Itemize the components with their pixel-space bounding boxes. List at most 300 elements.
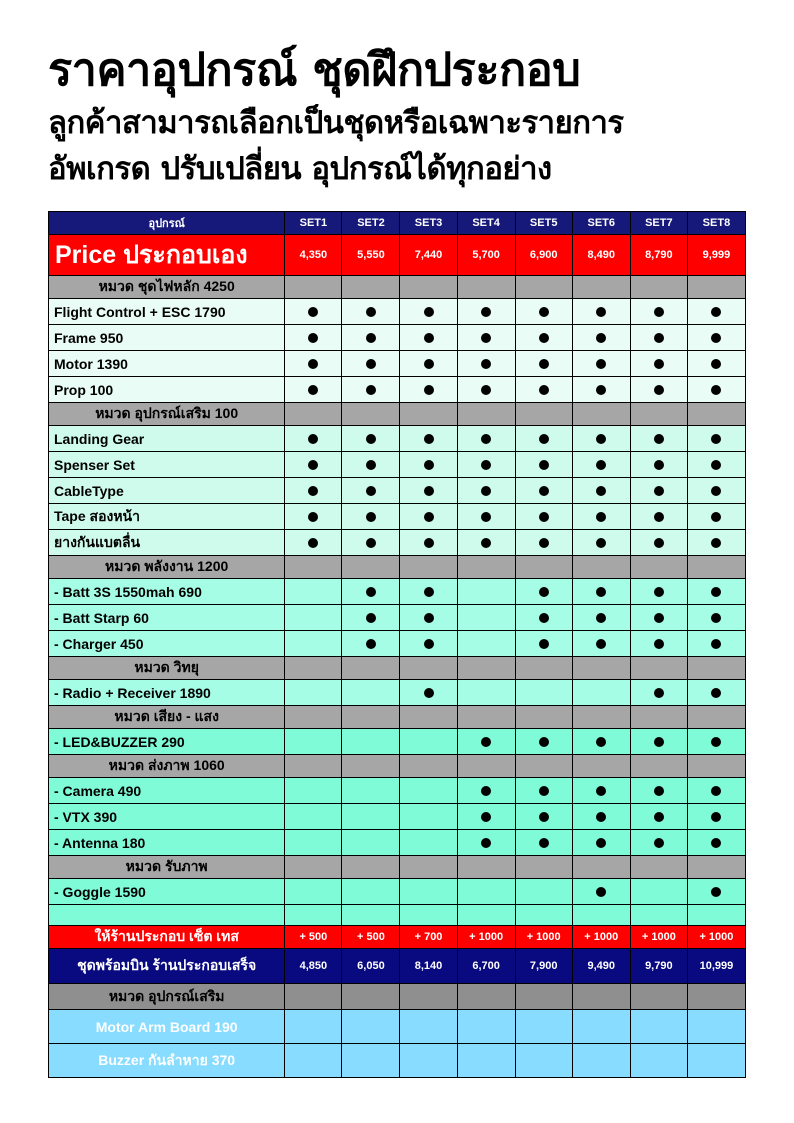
optional-item-cell <box>457 1010 515 1044</box>
optional-item-label: Buzzer กันลำหาย 370 <box>49 1044 285 1078</box>
category-empty-cell <box>342 556 400 579</box>
included-dot <box>539 838 549 848</box>
item-set-cell <box>572 426 630 452</box>
ready-to-fly-label: ชุดพร้อมบิน ร้านประกอบเสร็จ <box>49 949 285 984</box>
item-set-cell <box>687 729 745 755</box>
item-set-cell <box>400 804 457 830</box>
item-set-cell <box>457 504 515 530</box>
category-empty-cell <box>630 706 687 729</box>
item-set-cell <box>630 325 687 351</box>
item-set-cell <box>285 605 342 631</box>
item-row <box>49 351 746 377</box>
item-set-cell <box>572 879 630 905</box>
included-dot <box>366 538 376 548</box>
spacer-cell <box>572 905 630 926</box>
included-dot <box>596 812 606 822</box>
category-empty-cell <box>515 276 572 299</box>
item-set-cell <box>687 530 745 556</box>
ready-to-fly-price: 9,790 <box>630 949 687 984</box>
item-set-cell <box>572 377 630 403</box>
item-set-cell <box>342 879 400 905</box>
item-set-cell <box>457 879 515 905</box>
included-dot <box>481 359 491 369</box>
spacer-cell <box>630 905 687 926</box>
spacer-cell <box>400 905 457 926</box>
category-empty-cell <box>342 755 400 778</box>
category-empty-cell <box>400 755 457 778</box>
included-dot <box>711 613 721 623</box>
table-header-row <box>49 212 746 235</box>
item-set-cell <box>285 804 342 830</box>
category-empty-cell <box>515 403 572 426</box>
category-row <box>49 276 746 299</box>
item-set-cell <box>687 631 745 657</box>
item-set-cell <box>285 452 342 478</box>
optional-item-cell <box>515 1010 572 1044</box>
category-empty-cell <box>515 706 572 729</box>
category-empty-cell <box>457 276 515 299</box>
item-set-cell <box>457 452 515 478</box>
category-empty-cell <box>457 856 515 879</box>
category-row <box>49 706 746 729</box>
included-dot <box>424 587 434 597</box>
category-title: หมวด วิทยุ <box>49 657 285 680</box>
item-row <box>49 377 746 403</box>
ready-to-fly-price: 6,700 <box>457 949 515 984</box>
item-set-cell <box>342 778 400 804</box>
category-empty-cell <box>285 657 342 680</box>
item-set-cell <box>630 830 687 856</box>
included-dot <box>711 812 721 822</box>
item-set-cell <box>342 426 400 452</box>
ready-to-fly-price: 4,850 <box>285 949 342 984</box>
category-empty-cell <box>457 755 515 778</box>
category-empty-cell <box>400 556 457 579</box>
category-empty-cell <box>572 856 630 879</box>
item-set-cell <box>630 631 687 657</box>
diy-price-cell: 9,999 <box>687 235 745 276</box>
item-label: - Goggle 1590 <box>49 879 285 905</box>
included-dot <box>424 359 434 369</box>
item-set-cell <box>630 778 687 804</box>
included-dot <box>481 434 491 444</box>
item-row <box>49 830 746 856</box>
optional-item-cell <box>457 1044 515 1078</box>
item-set-cell <box>687 325 745 351</box>
item-set-cell <box>400 605 457 631</box>
assembly-fee-cell: + 500 <box>342 926 400 949</box>
included-dot <box>711 887 721 897</box>
category-empty-cell <box>572 403 630 426</box>
item-set-cell <box>572 830 630 856</box>
item-row <box>49 478 746 504</box>
item-set-cell <box>630 804 687 830</box>
optional-item-cell <box>630 1044 687 1078</box>
item-row <box>49 504 746 530</box>
included-dot <box>308 359 318 369</box>
included-dot <box>424 333 434 343</box>
item-set-cell <box>687 605 745 631</box>
item-label: Landing Gear <box>49 426 285 452</box>
item-set-cell <box>630 351 687 377</box>
item-label: Prop 100 <box>49 377 285 403</box>
category-empty-cell <box>687 276 745 299</box>
item-set-cell <box>687 299 745 325</box>
included-dot <box>711 359 721 369</box>
item-set-cell <box>630 504 687 530</box>
included-dot <box>308 486 318 496</box>
included-dot <box>711 688 721 698</box>
ready-to-fly-price: 8,140 <box>400 949 457 984</box>
item-row <box>49 778 746 804</box>
item-set-cell <box>515 778 572 804</box>
item-row <box>49 452 746 478</box>
column-header-set: SET1 <box>285 212 342 235</box>
optional-category-empty-cell <box>400 984 457 1010</box>
item-label: Spenser Set <box>49 452 285 478</box>
included-dot <box>596 512 606 522</box>
category-empty-cell <box>630 403 687 426</box>
item-row <box>49 680 746 706</box>
included-dot <box>711 538 721 548</box>
item-set-cell <box>285 579 342 605</box>
category-empty-cell <box>687 706 745 729</box>
category-empty-cell <box>400 856 457 879</box>
item-set-cell <box>457 729 515 755</box>
category-empty-cell <box>515 657 572 680</box>
item-set-cell <box>630 452 687 478</box>
included-dot <box>596 613 606 623</box>
optional-item-cell <box>342 1010 400 1044</box>
item-set-cell <box>400 426 457 452</box>
item-set-cell <box>630 579 687 605</box>
item-set-cell <box>572 452 630 478</box>
optional-item-cell <box>400 1044 457 1078</box>
subtitle-line-2: อัพเกรด ปรับเปลี่ยน อุปกรณ์ได้ทุกอย่าง <box>48 151 552 187</box>
item-set-cell <box>515 351 572 377</box>
included-dot <box>366 639 376 649</box>
category-empty-cell <box>285 276 342 299</box>
item-set-cell <box>572 605 630 631</box>
included-dot <box>366 460 376 470</box>
category-empty-cell <box>687 556 745 579</box>
included-dot <box>539 359 549 369</box>
category-empty-cell <box>285 856 342 879</box>
included-dot <box>539 587 549 597</box>
item-label: - Batt 3S 1550mah 690 <box>49 579 285 605</box>
item-set-cell <box>687 830 745 856</box>
included-dot <box>366 613 376 623</box>
category-empty-cell <box>630 276 687 299</box>
included-dot <box>308 307 318 317</box>
optional-item-cell <box>687 1010 745 1044</box>
included-dot <box>711 786 721 796</box>
item-set-cell <box>457 605 515 631</box>
included-dot <box>711 486 721 496</box>
included-dot <box>481 786 491 796</box>
category-row <box>49 403 746 426</box>
item-set-cell <box>687 426 745 452</box>
page-header <box>48 42 768 190</box>
category-empty-cell <box>630 755 687 778</box>
category-title: หมวด ชุดไฟหลัก 4250 <box>49 276 285 299</box>
item-set-cell <box>342 830 400 856</box>
included-dot <box>539 812 549 822</box>
category-empty-cell <box>400 276 457 299</box>
included-dot <box>539 512 549 522</box>
included-dot <box>308 512 318 522</box>
column-header-set: SET6 <box>572 212 630 235</box>
optional-category-empty-cell <box>285 984 342 1010</box>
included-dot <box>366 486 376 496</box>
item-row <box>49 299 746 325</box>
included-dot <box>596 786 606 796</box>
included-dot <box>654 486 664 496</box>
item-set-cell <box>572 804 630 830</box>
category-empty-cell <box>572 276 630 299</box>
category-empty-cell <box>400 706 457 729</box>
included-dot <box>596 737 606 747</box>
item-label: Frame 950 <box>49 325 285 351</box>
item-set-cell <box>630 680 687 706</box>
spacer-cell <box>515 905 572 926</box>
item-set-cell <box>515 377 572 403</box>
column-header-set: SET8 <box>687 212 745 235</box>
category-empty-cell <box>687 657 745 680</box>
column-header-set: SET2 <box>342 212 400 235</box>
assembly-fee-cell: + 1000 <box>457 926 515 949</box>
included-dot <box>711 385 721 395</box>
ready-to-fly-price: 7,900 <box>515 949 572 984</box>
included-dot <box>654 737 664 747</box>
included-dot <box>366 434 376 444</box>
item-set-cell <box>400 579 457 605</box>
included-dot <box>424 512 434 522</box>
item-set-cell <box>630 299 687 325</box>
category-row <box>49 657 746 680</box>
included-dot <box>711 512 721 522</box>
included-dot <box>539 538 549 548</box>
item-set-cell <box>400 452 457 478</box>
item-set-cell <box>342 605 400 631</box>
diy-price-cell: 5,550 <box>342 235 400 276</box>
included-dot <box>596 538 606 548</box>
optional-item-cell <box>285 1010 342 1044</box>
included-dot <box>481 812 491 822</box>
item-set-cell <box>342 804 400 830</box>
optional-category-empty-cell <box>630 984 687 1010</box>
included-dot <box>711 307 721 317</box>
diy-price-row <box>49 235 746 276</box>
subtitle-line-1: ลูกค้าสามารถเลือกเป็นชุดหรือเฉพาะรายการ <box>48 105 624 141</box>
included-dot <box>654 812 664 822</box>
optional-item-row <box>49 1044 746 1078</box>
item-set-cell <box>515 478 572 504</box>
included-dot <box>481 486 491 496</box>
category-empty-cell <box>457 706 515 729</box>
included-dot <box>596 333 606 343</box>
optional-item-cell <box>687 1044 745 1078</box>
item-set-cell <box>400 299 457 325</box>
item-set-cell <box>400 879 457 905</box>
category-empty-cell <box>457 657 515 680</box>
item-set-cell <box>285 879 342 905</box>
item-set-cell <box>285 426 342 452</box>
category-title: หมวด พลังงาน 1200 <box>49 556 285 579</box>
category-empty-cell <box>342 657 400 680</box>
item-set-cell <box>515 680 572 706</box>
item-set-cell <box>342 478 400 504</box>
included-dot <box>654 639 664 649</box>
included-dot <box>596 307 606 317</box>
item-set-cell <box>630 729 687 755</box>
item-set-cell <box>457 804 515 830</box>
included-dot <box>424 434 434 444</box>
item-set-cell <box>515 325 572 351</box>
item-set-cell <box>515 299 572 325</box>
category-empty-cell <box>630 556 687 579</box>
category-empty-cell <box>572 556 630 579</box>
included-dot <box>481 512 491 522</box>
item-set-cell <box>457 478 515 504</box>
included-dot <box>596 639 606 649</box>
item-row <box>49 426 746 452</box>
spacer-cell <box>49 905 285 926</box>
included-dot <box>424 538 434 548</box>
item-row <box>49 579 746 605</box>
item-set-cell <box>687 504 745 530</box>
item-set-cell <box>515 504 572 530</box>
category-empty-cell <box>515 856 572 879</box>
included-dot <box>308 385 318 395</box>
included-dot <box>596 434 606 444</box>
optional-item-cell <box>285 1044 342 1078</box>
item-set-cell <box>400 351 457 377</box>
item-row <box>49 605 746 631</box>
item-set-cell <box>457 426 515 452</box>
optional-category-empty-cell <box>572 984 630 1010</box>
item-set-cell <box>400 778 457 804</box>
item-row <box>49 804 746 830</box>
item-label: - Charger 450 <box>49 631 285 657</box>
item-set-cell <box>285 299 342 325</box>
item-set-cell <box>342 325 400 351</box>
assembly-fee-label: ให้ร้านประกอบ เซ็ต เทส <box>49 926 285 949</box>
item-set-cell <box>457 579 515 605</box>
assembly-fee-cell: + 1000 <box>630 926 687 949</box>
included-dot <box>596 385 606 395</box>
optional-category-empty-cell <box>342 984 400 1010</box>
item-row <box>49 631 746 657</box>
included-dot <box>308 460 318 470</box>
included-dot <box>539 333 549 343</box>
item-set-cell <box>687 579 745 605</box>
included-dot <box>654 512 664 522</box>
item-set-cell <box>515 631 572 657</box>
category-empty-cell <box>630 856 687 879</box>
spacer-row <box>49 905 746 926</box>
included-dot <box>596 838 606 848</box>
item-label: - Antenna 180 <box>49 830 285 856</box>
category-empty-cell <box>457 403 515 426</box>
item-label: ยางกันแบตลื่น <box>49 530 285 556</box>
item-set-cell <box>342 680 400 706</box>
column-header-set: SET7 <box>630 212 687 235</box>
category-empty-cell <box>342 403 400 426</box>
item-set-cell <box>687 778 745 804</box>
category-empty-cell <box>342 276 400 299</box>
included-dot <box>711 587 721 597</box>
assembly-fee-cell: + 500 <box>285 926 342 949</box>
item-set-cell <box>572 504 630 530</box>
included-dot <box>654 460 664 470</box>
item-set-cell <box>572 729 630 755</box>
included-dot <box>596 359 606 369</box>
ready-to-fly-price: 9,490 <box>572 949 630 984</box>
included-dot <box>308 538 318 548</box>
item-label: CableType <box>49 478 285 504</box>
page-title: ราคาอุปกรณ์ ชุดฝึกประกอบ <box>48 43 581 96</box>
item-set-cell <box>687 804 745 830</box>
included-dot <box>711 737 721 747</box>
included-dot <box>424 613 434 623</box>
item-set-cell <box>457 325 515 351</box>
item-set-cell <box>285 530 342 556</box>
included-dot <box>596 587 606 597</box>
included-dot <box>481 460 491 470</box>
item-set-cell <box>572 299 630 325</box>
item-set-cell <box>457 778 515 804</box>
item-set-cell <box>400 729 457 755</box>
item-set-cell <box>400 830 457 856</box>
item-set-cell <box>572 530 630 556</box>
category-empty-cell <box>285 755 342 778</box>
item-set-cell <box>457 830 515 856</box>
category-empty-cell <box>515 755 572 778</box>
optional-category-empty-cell <box>687 984 745 1010</box>
item-set-cell <box>342 299 400 325</box>
included-dot <box>481 307 491 317</box>
item-set-cell <box>342 579 400 605</box>
optional-category-empty-cell <box>457 984 515 1010</box>
item-set-cell <box>457 530 515 556</box>
item-row <box>49 325 746 351</box>
item-set-cell <box>342 631 400 657</box>
item-set-cell <box>572 478 630 504</box>
included-dot <box>654 538 664 548</box>
item-set-cell <box>687 452 745 478</box>
item-set-cell <box>515 426 572 452</box>
diy-price-cell: 4,350 <box>285 235 342 276</box>
included-dot <box>596 887 606 897</box>
included-dot <box>654 359 664 369</box>
included-dot <box>539 460 549 470</box>
spacer-cell <box>342 905 400 926</box>
item-set-cell <box>400 377 457 403</box>
item-set-cell <box>285 729 342 755</box>
category-row <box>49 556 746 579</box>
included-dot <box>654 613 664 623</box>
item-set-cell <box>515 879 572 905</box>
included-dot <box>654 838 664 848</box>
diy-price-cell: 8,490 <box>572 235 630 276</box>
item-set-cell <box>572 325 630 351</box>
item-set-cell <box>687 351 745 377</box>
price-table <box>48 211 746 1078</box>
included-dot <box>481 333 491 343</box>
included-dot <box>424 307 434 317</box>
optional-item-label: Motor Arm Board 190 <box>49 1010 285 1044</box>
